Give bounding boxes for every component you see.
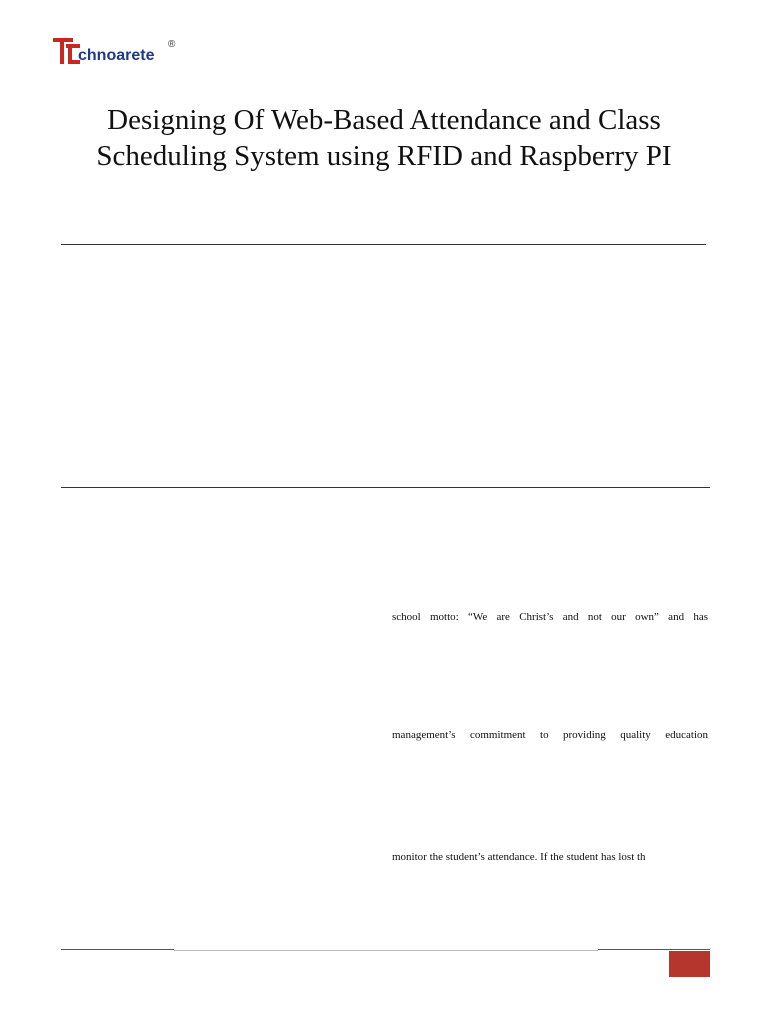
- registered-mark: ®: [168, 39, 176, 50]
- body-text-line: monitor the student’s attendance. If the student has lost th: [392, 851, 646, 863]
- footer-rule-left: [61, 949, 174, 950]
- divider-top: [61, 244, 706, 245]
- page-number-box: [669, 951, 710, 977]
- paper-title-line-2: Scheduling System using RFID and Raspberry PI: [96, 140, 672, 172]
- logo-wordmark: chnoarete: [78, 47, 155, 64]
- body-text-line: management’s commitment to providing quality education: [392, 729, 708, 741]
- body-text-line: school motto: “We are Christ’s and not our own” and has: [392, 611, 708, 623]
- footer-rule-right: [598, 949, 710, 950]
- divider-middle: [61, 487, 710, 488]
- technoarete-logo: [52, 34, 182, 70]
- footer-rule-center: [174, 950, 598, 951]
- paper-title-line-1: Designing Of Web-Based Attendance and Class: [107, 104, 661, 136]
- paper-title: [40, 102, 728, 174]
